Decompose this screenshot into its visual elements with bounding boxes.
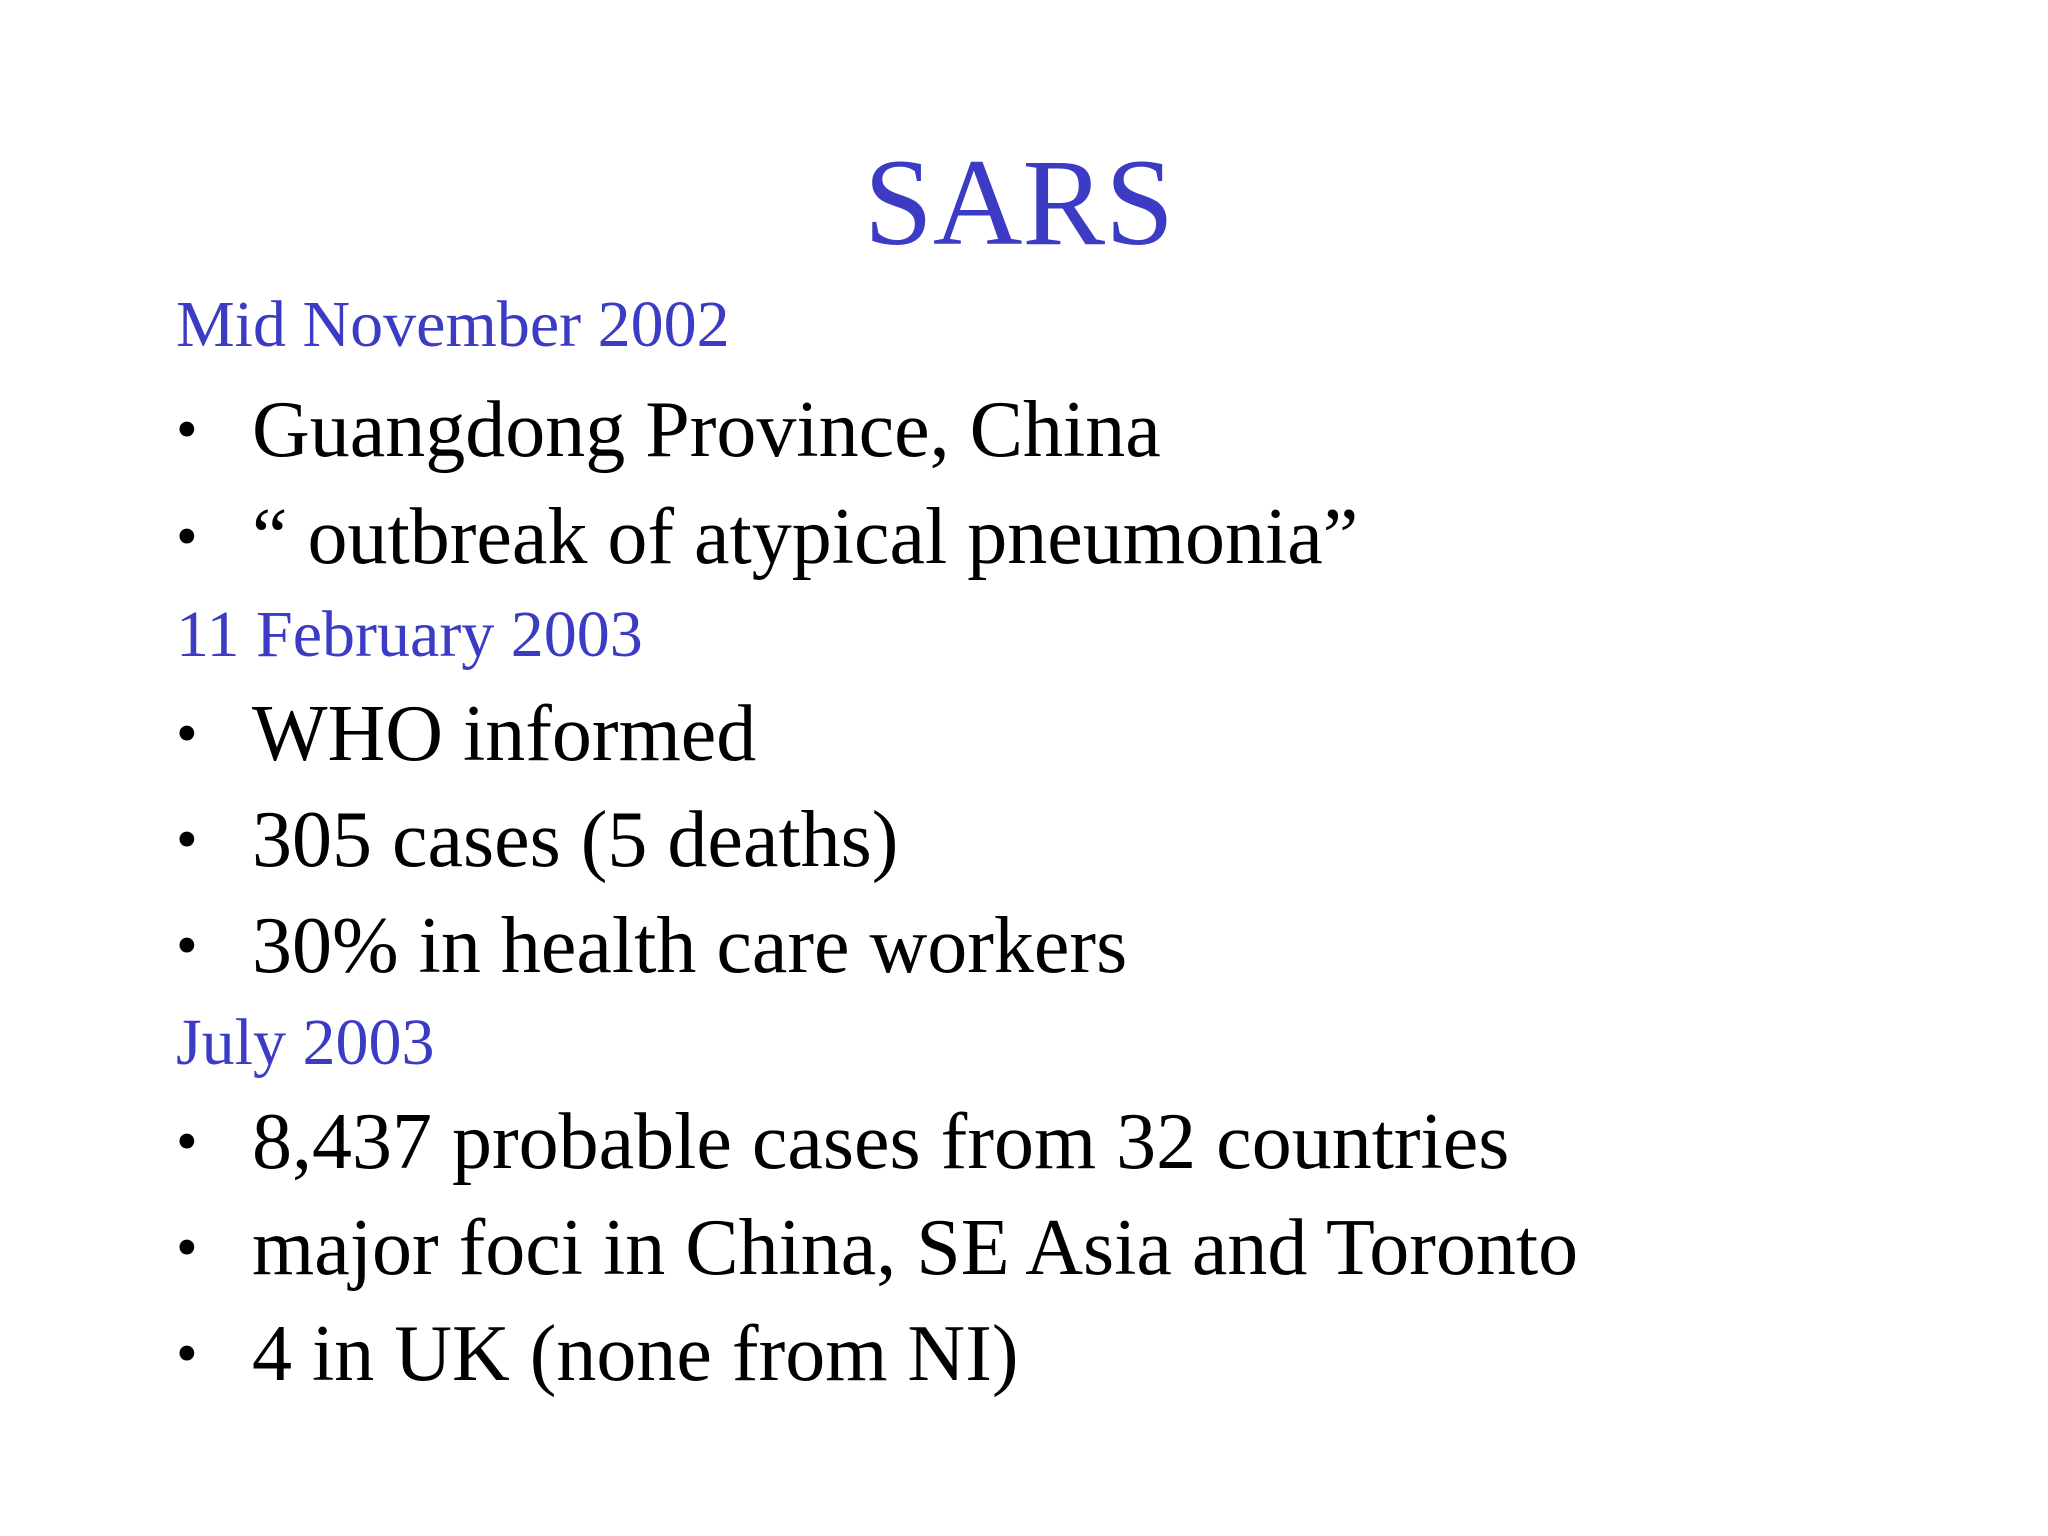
slide-title-text: SARS xyxy=(863,134,1175,271)
bullet-icon: • xyxy=(176,806,198,874)
list-item xyxy=(176,380,1161,480)
list-item xyxy=(176,1092,1509,1192)
list-item-text: major foci in China, SE Asia and Toronto xyxy=(252,1204,1579,1292)
list-item-text: “ outbreak of atypical pneumonia” xyxy=(252,493,1359,581)
bullet-icon: • xyxy=(176,1214,198,1282)
list-item-text: 8,437 probable cases from 32 countries xyxy=(252,1098,1510,1186)
list-item-text: Guangdong Province, China xyxy=(252,386,1161,474)
bullet-icon: • xyxy=(176,1108,198,1176)
list-item xyxy=(176,487,1358,587)
list-item xyxy=(176,1304,1018,1404)
bullet-icon: • xyxy=(176,1320,198,1388)
bullet-icon: • xyxy=(176,912,198,980)
section-heading-jul-2003: July 2003 xyxy=(176,1006,435,1079)
bullet-icon: • xyxy=(176,396,198,464)
list-item xyxy=(176,790,898,890)
list-item-text: WHO informed xyxy=(252,690,757,778)
list-item-text: 30% in health care workers xyxy=(252,902,1128,990)
list-item xyxy=(176,684,756,784)
section-heading-nov-2002: Mid November 2002 xyxy=(176,288,730,361)
list-item-text: 305 cases (5 deaths) xyxy=(252,796,899,884)
list-item-text: 4 in UK (none from NI) xyxy=(252,1310,1019,1398)
section-heading-feb-2003: 11 February 2003 xyxy=(176,598,643,671)
bullet-icon: • xyxy=(176,503,198,571)
bullet-icon: • xyxy=(176,700,198,768)
list-item xyxy=(176,1198,1578,1298)
list-item xyxy=(176,896,1127,996)
slide-title xyxy=(0,128,2048,278)
